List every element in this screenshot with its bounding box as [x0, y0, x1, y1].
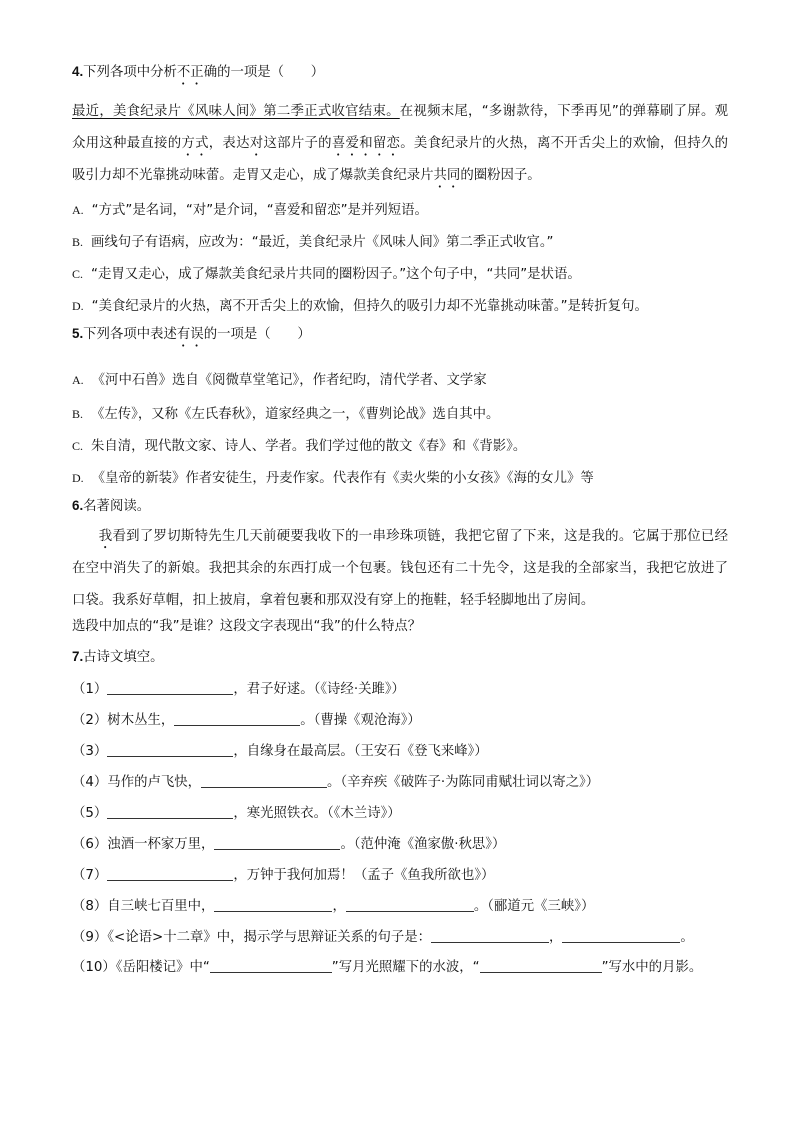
option-d	[72, 290, 728, 322]
item-text: （5）	[72, 806, 108, 821]
option-text: 《皇帝的新装》作者安徒生，丹麦作家。代表作有《卖火柴的小女孩》《海的女儿》等	[91, 471, 594, 486]
option-d	[72, 462, 728, 494]
passage-part: ，表达	[208, 136, 250, 151]
item-text: ”写水中的月影。	[601, 960, 703, 975]
q7-item-9	[72, 922, 728, 953]
q6-question: 选段中加点的“我”是谁？这段文字表现出“我”的什么特点？	[72, 619, 422, 634]
item-text: 。（曹操《观沧海》）	[300, 713, 421, 728]
answer-blank[interactable]	[107, 680, 233, 695]
q5-title-text: 下列各项中表述	[83, 327, 177, 342]
question-5-title: 5.下列各项中表述有误的一项是（ ）	[72, 326, 311, 342]
q6-passage	[72, 521, 728, 617]
option-text: “方式”是名词，“对”是介词，“喜爱和留恋”是并列短语。	[91, 203, 428, 218]
item-text: ，自缘身在最高层。（王安石《登飞来峰》）	[233, 744, 488, 759]
option-text: “走胃又走心，成了爆款美食纪录片共同的圈粉因子。”这个句子中，“共同”是状语。	[91, 267, 581, 282]
option-letter: A.	[72, 203, 84, 217]
q7-title-text: 古诗文填空。	[83, 650, 164, 665]
item-text: （4）马作的卢飞快，	[72, 775, 202, 790]
dotted-word: 喜爱和留恋	[331, 136, 401, 151]
answer-blank[interactable]	[210, 958, 332, 973]
q7-item-6	[72, 829, 728, 860]
item-text: （7）	[72, 868, 108, 883]
option-letter: B.	[72, 235, 84, 249]
question-5-options	[72, 362, 728, 494]
item-text: ”写月光照耀下的水波，“	[331, 960, 480, 975]
item-text: ，	[549, 930, 563, 945]
q7-item-2	[72, 705, 728, 736]
option-letter: B.	[72, 407, 84, 421]
q5-title-tail: 的一项是（ ）	[203, 327, 311, 342]
passage-part: 。美食纪录片的火热，离不开舌尖上的欢愉，但持久的吸引力却不光靠挑动味蕾。走胃又走心，成了爆款美食纪录片	[72, 136, 729, 183]
item-text: ，寒光照铁衣。（《木兰诗》）	[233, 806, 401, 821]
q6-title-text: 名著阅读。	[83, 499, 151, 514]
q5-title-dotted: 有误	[176, 327, 204, 342]
q7-item-5	[72, 798, 728, 829]
option-letter: A.	[72, 373, 84, 387]
item-text: （6）浊酒一杯家万里，	[72, 837, 215, 852]
option-text: “美食纪录片的火热，离不开舌尖上的欢愉，但持久的吸引力却不光靠挑动味蕾。”是转折复句。	[91, 299, 648, 314]
q7-item-3	[72, 736, 728, 767]
option-text: 朱自清，现代散文家、诗人、学者。我们学过他的散文《春》和《背影》。	[91, 439, 527, 454]
q7-item-1	[72, 674, 728, 705]
item-text: （3）	[72, 744, 108, 759]
answer-blank[interactable]	[480, 958, 602, 973]
answer-blank[interactable]	[201, 773, 327, 788]
q7-item-10	[72, 953, 728, 983]
answer-blank[interactable]	[107, 742, 233, 757]
q4-title-text: 下列各项中分析	[83, 65, 177, 80]
question-4-title: 4.下列各项中分析不正确的一项是（ ）	[72, 64, 325, 80]
answer-blank[interactable]	[174, 711, 300, 726]
q7-item-4	[72, 767, 728, 798]
dotted-word: 对	[249, 136, 264, 151]
q7-items	[72, 674, 728, 891]
item-text: （9）《<论语>十二章》中，揭示学与思辩证关系的句子是：	[72, 930, 432, 945]
answer-blank[interactable]	[346, 897, 474, 912]
item-text: ，	[332, 899, 346, 914]
q7-item-7	[72, 860, 728, 891]
option-letter: C.	[72, 439, 84, 453]
option-text: 《河中石兽》选自《阅微草堂笔记》，作者纪昀，清代学者、文学家	[91, 373, 487, 388]
option-a	[72, 362, 728, 398]
answer-blank[interactable]	[214, 835, 340, 850]
option-letter: D.	[72, 299, 84, 313]
passage-part: 这部片子的	[263, 136, 332, 151]
answer-blank[interactable]	[431, 928, 549, 943]
dotted-word: 我	[98, 529, 113, 544]
question-4-passage	[72, 96, 728, 192]
answer-blank[interactable]	[214, 897, 332, 912]
item-text: （2）树木丛生，	[72, 713, 175, 728]
answer-blank[interactable]	[562, 928, 680, 943]
option-letter: D.	[72, 471, 84, 485]
option-letter: C.	[72, 267, 84, 281]
underlined-sentence: 最近，美食纪录片《风味人间》第二季正式收官结束。	[72, 104, 400, 119]
option-a	[72, 194, 728, 226]
answer-blank[interactable]	[107, 804, 233, 819]
item-text: （8）自三峡七百里中，	[72, 899, 215, 914]
item-text: 。（辛弃疾《破阵子·为陈同甫赋壮词以寄之》）	[327, 775, 600, 790]
worksheet-page	[72, 62, 728, 983]
option-b	[72, 226, 728, 258]
option-text: 画线句子有语病，应改为：“最近，美食纪录片《风味人间》第二季正式收官。”	[91, 235, 554, 250]
passage-part: 的圈粉因子。	[460, 168, 541, 183]
q4-title-dotted: 不正	[176, 65, 204, 80]
item-text: （1）	[72, 682, 108, 697]
q4-title-tail: 确的一项是（ ）	[203, 65, 325, 80]
dotted-word: 方式	[181, 136, 209, 151]
passage-part: 在视频末尾，“多谢款待，下季再见”的弹幕刷了屏。观众用这种最直接的	[72, 104, 729, 151]
question-4-options	[72, 194, 728, 322]
option-text: 《左传》，又称《左氏春秋》，道家经典之一，《曹刿论战》选自其中。	[91, 407, 500, 422]
dotted-word: 共同	[433, 168, 461, 183]
option-c	[72, 258, 728, 290]
question-7-title: 7.古诗文填空。	[72, 649, 164, 665]
question-6-title: 6.名著阅读。	[72, 498, 151, 514]
item-text: ，君子好逑。（《诗经·关雎》）	[233, 682, 405, 697]
item-text: ，万钟于我何加焉！（孟子《鱼我所欲也》）	[233, 868, 495, 883]
item-text: （10）《岳阳楼记》中“	[72, 960, 210, 975]
item-text: 。	[680, 930, 694, 945]
answer-blank[interactable]	[107, 866, 233, 881]
passage-part: 看到了罗切斯特先生几天前硬要我收下的一串珍珠项链，我把它留了下来，这是我的。它属于那位已经在空中消失了的新娘。我把其余的东西打成一个包裹。钱包还有二十先令，这是我的全部家当，我把它放进了口袋。我系好草帽，扣上披肩，拿着包裹和那双没有穿上的拖鞋，轻手轻脚地出了房间。	[72, 529, 728, 608]
option-c	[72, 430, 728, 462]
item-text: 。（范仲淹《渔家傲·秋思》）	[340, 837, 506, 852]
q7-item-8	[72, 891, 728, 922]
option-b	[72, 398, 728, 430]
item-text: 。（郦道元《三峡》）	[473, 899, 595, 914]
